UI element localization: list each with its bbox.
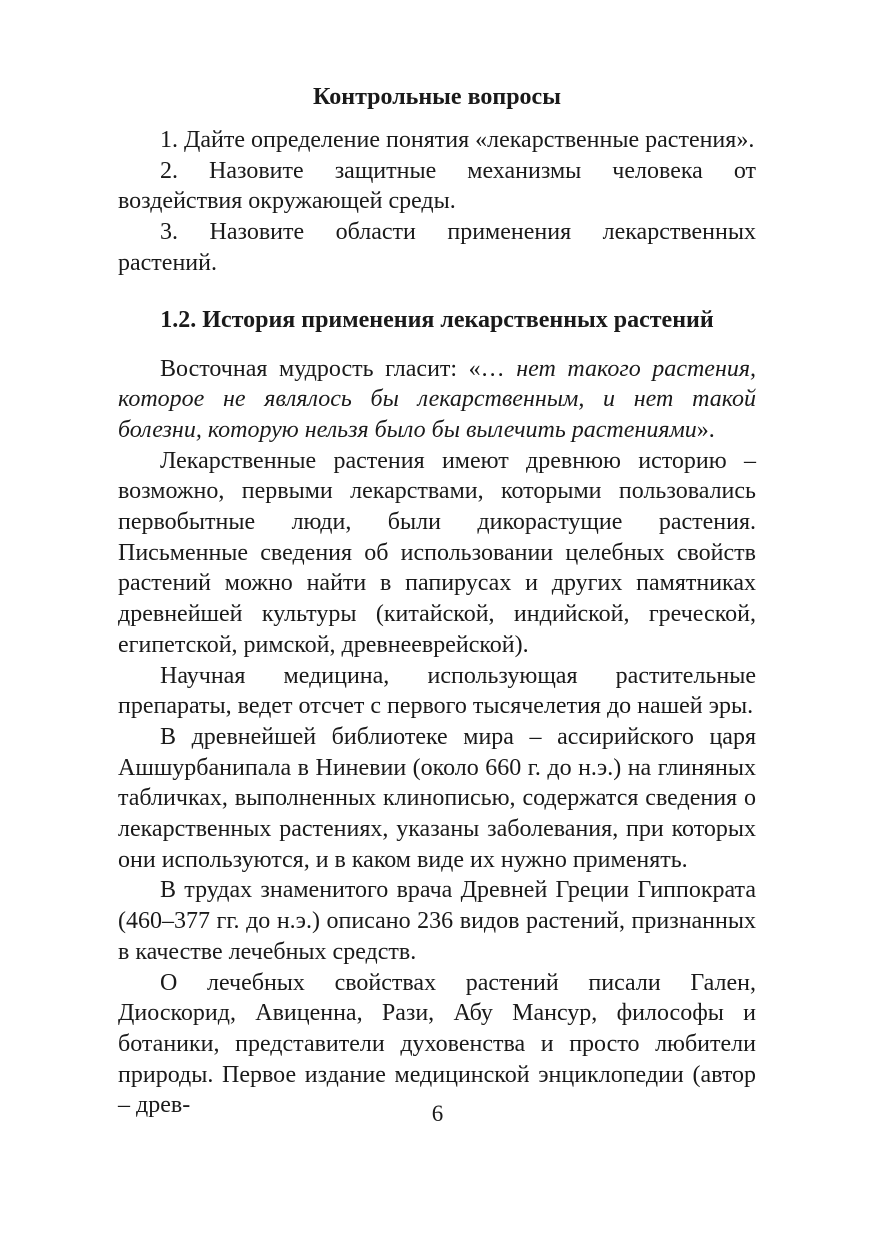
paragraph-hippocrates: В трудах знаменитого врача Древней Греции Гиппократа (460–377 гг. до н.э.) описано 236 видов растений, признанных в качестве лечебных средств. [118, 877, 756, 965]
question-item-2: 2. Назовите защитные механизмы человека от воздействия окружающей среды. [118, 157, 756, 215]
quote-end: ». [696, 416, 715, 443]
question-item-1: 1. Дайте определение понятия «лекарственные растения». [160, 127, 755, 153]
page-number: 6 [431, 1101, 444, 1126]
section-heading: 1.2. История применения лекарственных растений [160, 306, 714, 333]
question-item-3: 3. Назовите области применения лекарственных растений. [118, 219, 756, 276]
paragraph-ashurbanipal: В древнейшей библиотеке мира – ассирийского царя Ашшурбанипала в Ниневии (около 660 г. до н.э.) на глиняных табличках, выполненных клинописью, содержатся сведения о лекарственных растениях, указаны заболевания, при которых они используются, и в каком виде их нужно применять. [118, 723, 756, 873]
paragraph-galen: О лечебных свойствах растений писали Гален, Диоскорид, Авиценна, Рази, Абу Мансур, философы и ботаники, представители духовенства и просто любители природы. Первое издание медицинской энциклопедии (автор – древ- [118, 969, 756, 1119]
section-body [118, 354, 756, 1122]
paragraph-scientific-medicine: Научная медицина, использующая растительные препараты, ведет отсчет с первого тысячелетия до нашей эры. [118, 662, 756, 720]
book-page [118, 78, 756, 1121]
control-questions-heading: Контрольные вопросы [313, 84, 561, 110]
quote-text: нет такого растения, которое не являлось бы лекарственным, и нет такой болезни, которую нельзя было бы вылечить растениями [118, 355, 757, 443]
paragraph-history: Лекарственные растения имеют древнюю историю – возможно, первыми лекарствами, которыми пользовались первобытные люди, были дикорастущие растения. Письменные сведения об использовании целебных свойств растений можно найти в папирусах и других памятниках древнейшей культуры (китайской, индийской, греческой, египетской, римской, древнееврейской). [118, 447, 756, 658]
quote-paragraph [118, 354, 756, 446]
quote-intro: Восточная мудрость гласит: «… [160, 355, 517, 382]
control-questions-list [118, 125, 756, 279]
